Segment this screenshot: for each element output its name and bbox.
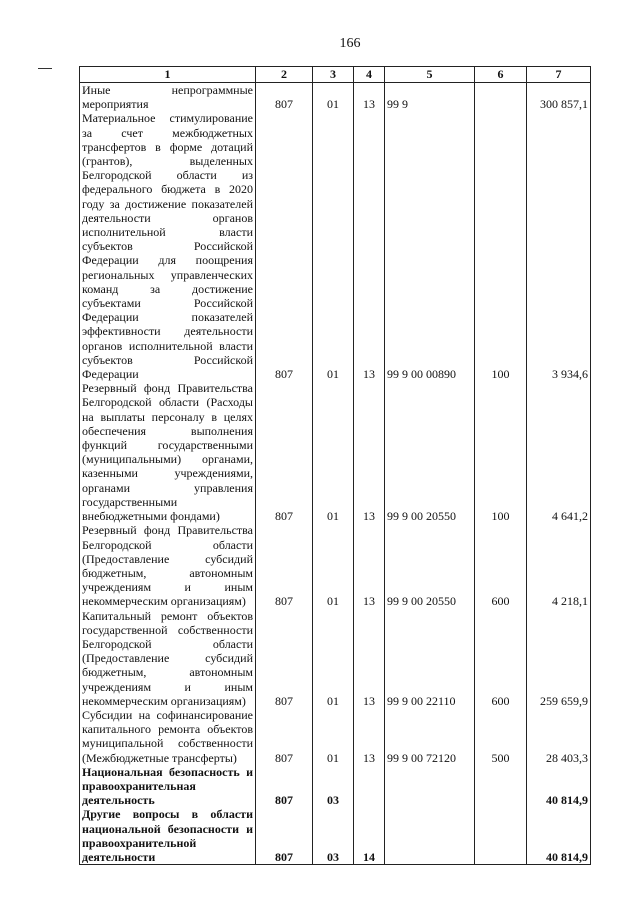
cell-subsection: 13 <box>354 111 385 381</box>
page-number: 166 <box>339 36 361 51</box>
cell-expense-type <box>475 807 527 864</box>
cell-amount: 28 403,3 <box>527 708 591 765</box>
cell-target-article: 99 9 00 20550 <box>385 523 475 608</box>
cell-target-article: 99 9 00 72120 <box>385 708 475 765</box>
row-description: Другие вопросы в области национальной безопасности и правоохранительной деятельности <box>80 807 256 864</box>
cell-target-article <box>385 765 475 808</box>
cell-admin-code: 807 <box>256 381 313 523</box>
table-row <box>80 111 591 381</box>
cell-expense-type: 600 <box>475 609 527 708</box>
cell-expense-type: 100 <box>475 381 527 523</box>
table-row <box>80 523 591 608</box>
cell-section: 01 <box>313 609 354 708</box>
cell-amount: 3 934,6 <box>527 111 591 381</box>
cell-expense-type: 500 <box>475 708 527 765</box>
cell-admin-code: 807 <box>256 111 313 381</box>
cell-target-article: 99 9 00 20550 <box>385 381 475 523</box>
row-description: Субсидии на софинансирование капитального ремонта объектов муниципальной собственности (Межбюджетные трансферты) <box>80 708 256 765</box>
table-row <box>80 83 591 112</box>
cell-admin-code: 807 <box>256 523 313 608</box>
cell-subsection: 13 <box>354 83 385 112</box>
cell-target-article <box>385 807 475 864</box>
cell-amount: 259 659,9 <box>527 609 591 708</box>
budget-table <box>79 66 591 865</box>
cell-section: 03 <box>313 765 354 808</box>
cell-amount: 300 857,1 <box>527 83 591 112</box>
row-description: Национальная безопасность и правоохранительная деятельность <box>80 765 256 808</box>
column-header: 6 <box>475 67 527 83</box>
cell-subsection <box>354 765 385 808</box>
cell-section: 03 <box>313 807 354 864</box>
cell-admin-code: 807 <box>256 83 313 112</box>
cell-admin-code: 807 <box>256 609 313 708</box>
cell-expense-type <box>475 765 527 808</box>
column-header: 4 <box>354 67 385 83</box>
cell-section: 01 <box>313 381 354 523</box>
table-row <box>80 381 591 523</box>
cell-target-article: 99 9 00 22110 <box>385 609 475 708</box>
cell-subsection: 13 <box>354 523 385 608</box>
cell-subsection: 14 <box>354 807 385 864</box>
cell-section: 01 <box>313 523 354 608</box>
column-header: 5 <box>385 67 475 83</box>
cell-target-article: 99 9 <box>385 83 475 112</box>
row-description: Резервный фонд Правительства Белгородской области (Расходы на выплаты персоналу в целях обеспечения выполнения функций государственными (муниципальными) органами, казенными учреждениями, органами управления государственными внебюджетными фондами) <box>80 381 256 523</box>
cell-subsection: 13 <box>354 381 385 523</box>
row-description: Материальное стимулирование за счет межбюджетных трансфертов в форме дотаций (грантов), выделенных Белгородской области из федерального бюджета в 2020 году за достижение показателей деятельности органов исполнительной власти субъектов Российской Федерации для поощрения региональных управленческих команд за достижение субъектами Российской Федерации показателей эффективности деятельности органов исполнительной власти субъектов Российской Федерации <box>80 111 256 381</box>
cell-admin-code: 807 <box>256 765 313 808</box>
cell-expense-type: 100 <box>475 111 527 381</box>
cell-subsection: 13 <box>354 708 385 765</box>
margin-mark <box>38 68 52 69</box>
column-header: 2 <box>256 67 313 83</box>
cell-amount: 4 218,1 <box>527 523 591 608</box>
row-description: Капитальный ремонт объектов государственной собственности Белгородской области (Предоставление субсидий бюджетным, автономным учреждениям и иным некоммерческим организациям) <box>80 609 256 708</box>
table-header-row <box>80 67 591 83</box>
cell-target-article: 99 9 00 00890 <box>385 111 475 381</box>
row-description: Иные непрограммные мероприятия <box>80 83 256 112</box>
cell-section: 01 <box>313 83 354 112</box>
column-header: 1 <box>80 67 256 83</box>
cell-expense-type: 600 <box>475 523 527 608</box>
cell-amount: 40 814,9 <box>527 807 591 864</box>
cell-admin-code: 807 <box>256 708 313 765</box>
cell-expense-type <box>475 83 527 112</box>
cell-section: 01 <box>313 708 354 765</box>
table-row <box>80 609 591 708</box>
cell-amount: 4 641,2 <box>527 381 591 523</box>
table-row <box>80 807 591 864</box>
cell-section: 01 <box>313 111 354 381</box>
column-header: 7 <box>527 67 591 83</box>
cell-admin-code: 807 <box>256 807 313 864</box>
column-header: 3 <box>313 67 354 83</box>
cell-amount: 40 814,9 <box>527 765 591 808</box>
table-row <box>80 708 591 765</box>
table-row <box>80 765 591 808</box>
cell-subsection: 13 <box>354 609 385 708</box>
row-description: Резервный фонд Правительства Белгородской области (Предоставление субсидий бюджетным, автономным учреждениям и иным некоммерческим организациям) <box>80 523 256 608</box>
